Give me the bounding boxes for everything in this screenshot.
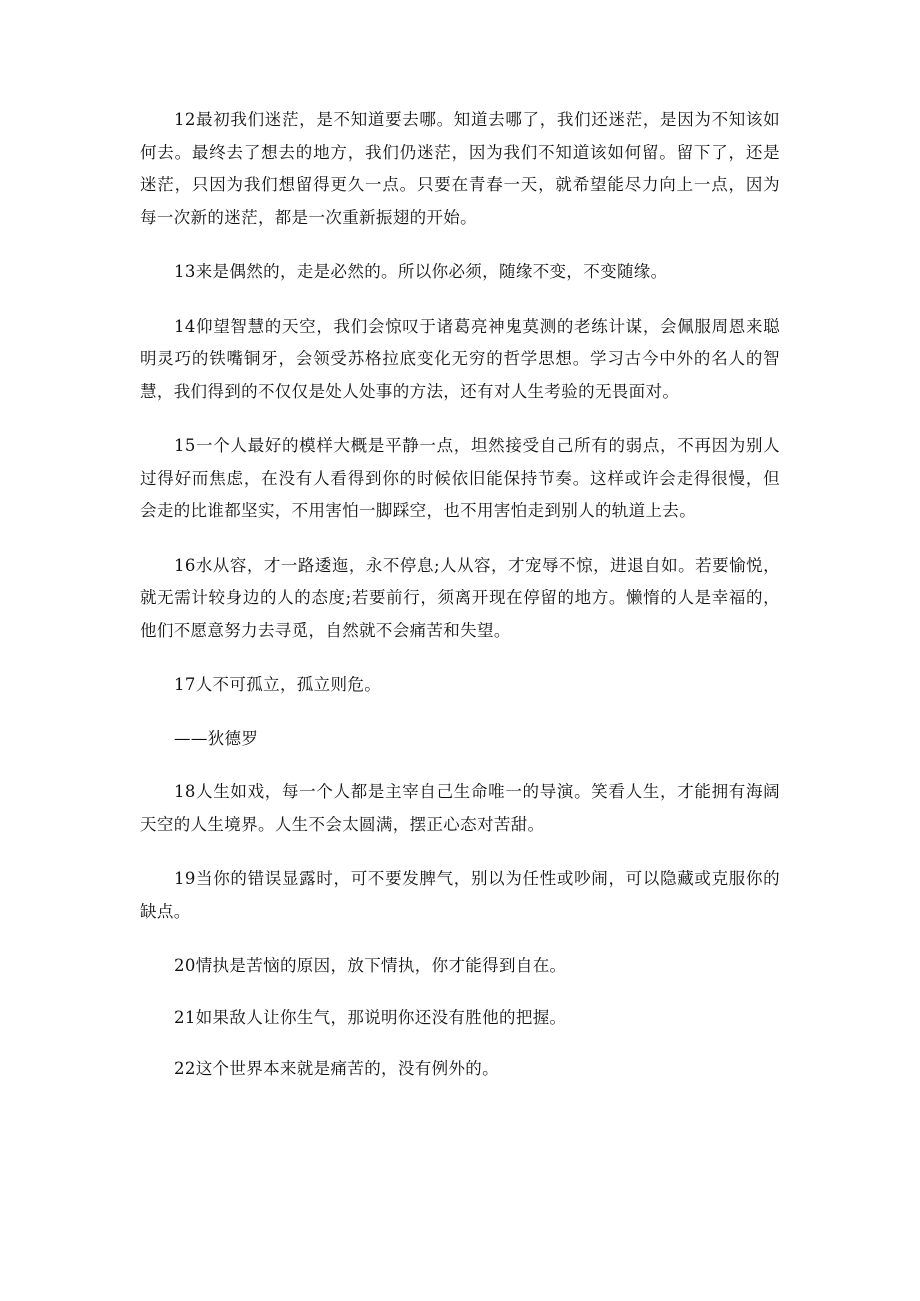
paragraph-15: 15一个人最好的模样大概是平静一点，坦然接受自己所有的弱点，不再因为别人过得好而焦虑，在没有人看得到你的时候依旧能保持节奏。这样或许会走得很慢，但会走的比谁都坚实，不用害怕一脚踩空，也不用害怕走到别人的轨道上去。 <box>140 436 780 520</box>
paragraph-16: 16水从容，才一路逶迤，永不停息;人从容，才宠辱不惊，进退自如。若要愉悦，就无需计较身边的人的态度;若要前行，须离开现在停留的地方。懒惰的人是幸福的，他们不愿意努力去寻觅，自然就不会痛苦和失望。 <box>140 555 780 640</box>
paragraph-19: 19当你的错误显露时，可不要发脾气，别以为任性或吵闹，可以隐藏或克服你的缺点。 <box>140 869 780 921</box>
paragraph-20: 20情执是苦恼的原因，放下情执，你才能得到自在。 <box>174 956 567 975</box>
paragraph-14: 14仰望智慧的天空，我们会惊叹于诸葛亮神鬼莫测的老练计谋，会佩服周恩来聪明灵巧的铁嘴铜牙，会领受苏格拉底变化无穷的哲学思想。学习古今中外的名人的智慧，我们得到的不仅仅是处人处事的方法，还有对人生考验的无畏面对。 <box>140 316 780 401</box>
paragraph-18: 18人生如戏，每一个人都是主宰自己生命唯一的导演。笑看人生，才能拥有海阔天空的人生境界。人生不会太圆满，摆正心态对苦甜。 <box>140 782 780 834</box>
document-body <box>140 104 780 1086</box>
paragraph-13: 13来是偶然的，走是必然的。所以你必须，随缘不变，不变随缘。 <box>174 262 668 281</box>
paragraph-17: 17人不可孤立，孤立则危。 <box>174 675 382 694</box>
paragraph-12: 12最初我们迷茫，是不知道要去哪。知道去哪了，我们还迷茫，是因为不知该如何去。最终去了想去的地方，我们仍迷茫，因为我们不知道该如何留。留下了，还是迷茫，只因为我们想留得更久一点。只要在青春一天，就希望能尽力向上一点，因为每一次新的迷茫，都是一次重新振翅的开始。 <box>140 110 780 227</box>
quote-attribution: ——狄德罗 <box>174 728 259 748</box>
paragraph-22: 22这个世界本来就是痛苦的，没有例外的。 <box>174 1059 499 1078</box>
paragraph-21: 21如果敌人让你生气，那说明你还没有胜他的把握。 <box>174 1007 567 1027</box>
